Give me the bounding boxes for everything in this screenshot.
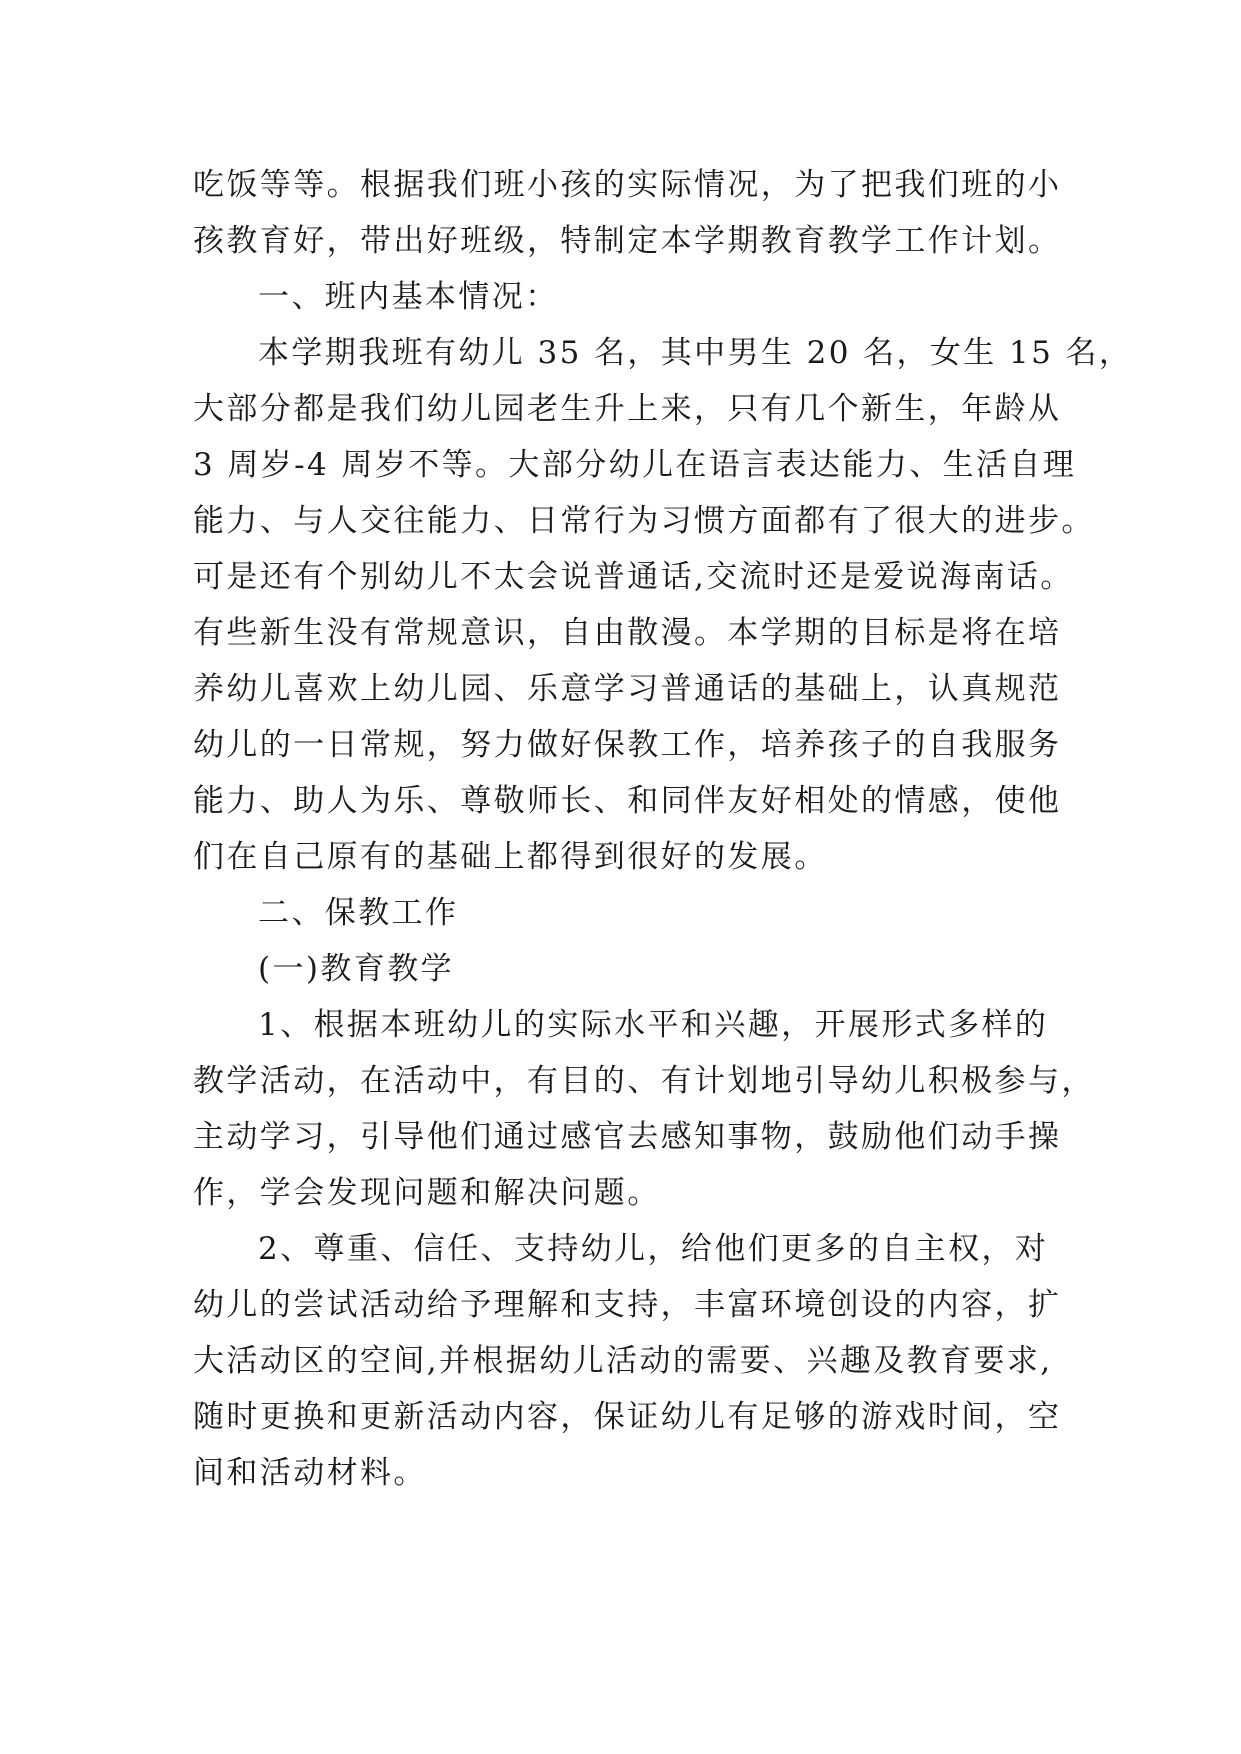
section-heading: 一、班内基本情况： [258, 279, 559, 315]
subsection-heading: (一)教育教学 [258, 951, 454, 987]
section-heading: 二、保教工作 [258, 895, 459, 931]
text-line: 孩教育好，带出好班级，特制定本学期教育教学工作计划。 [193, 223, 1062, 259]
text-line: 教学活动，在活动中，有目的、有计划地引导幼儿积极参与， [193, 1063, 1095, 1099]
text-line: 作，学会发现问题和解决问题。 [193, 1175, 661, 1211]
text-line: 幼儿的尝试活动给予理解和支持，丰富环境创设的内容，扩 [193, 1287, 1062, 1323]
text-line: 本学期我班有幼儿 35 名，其中男生 20 名，女生 15 名， [258, 335, 1133, 371]
text-line: 主动学习，引导他们通过感官去感知事物，鼓励他们动手操 [193, 1119, 1062, 1155]
text-line: 大活动区的空间,并根据幼儿活动的需要、兴趣及教育要求, [193, 1343, 1053, 1379]
text-line: 能力、助人为乐、尊敬师长、和同伴友好相处的情感，使他 [193, 783, 1062, 819]
text-line: 随时更换和更新活动内容，保证幼儿有足够的游戏时间，空 [193, 1399, 1062, 1435]
text-line: 间和活动材料。 [193, 1455, 427, 1491]
text-line: 养幼儿喜欢上幼儿园、乐意学习普通话的基础上，认真规范 [193, 671, 1062, 707]
text-line: 可是还有个别幼儿不太会说普通话,交流时还是爱说海南话。 [193, 559, 1074, 595]
text-line: 有些新生没有常规意识，自由散漫。本学期的目标是将在培 [193, 615, 1062, 651]
text-line: 吃饭等等。根据我们班小孩的实际情况，为了把我们班的小 [193, 167, 1062, 203]
text-line: 1、根据本班幼儿的实际水平和兴趣，开展形式多样的 [258, 1007, 1049, 1043]
text-line: 2、尊重、信任、支持幼儿，给他们更多的自主权，对 [258, 1231, 1049, 1267]
text-line: 能力、与人交往能力、日常行为习惯方面都有了很大的进步。 [193, 503, 1095, 539]
text-line: 3 周岁-4 周岁不等。大部分幼儿在语言表达能力、生活自理 [193, 447, 1077, 483]
text-line: 大部分都是我们幼儿园老生升上来，只有几个新生，年龄从 [193, 391, 1062, 427]
text-line: 们在自己原有的基础上都得到很好的发展。 [193, 839, 828, 875]
text-line: 幼儿的一日常规，努力做好保教工作，培养孩子的自我服务 [193, 727, 1062, 763]
